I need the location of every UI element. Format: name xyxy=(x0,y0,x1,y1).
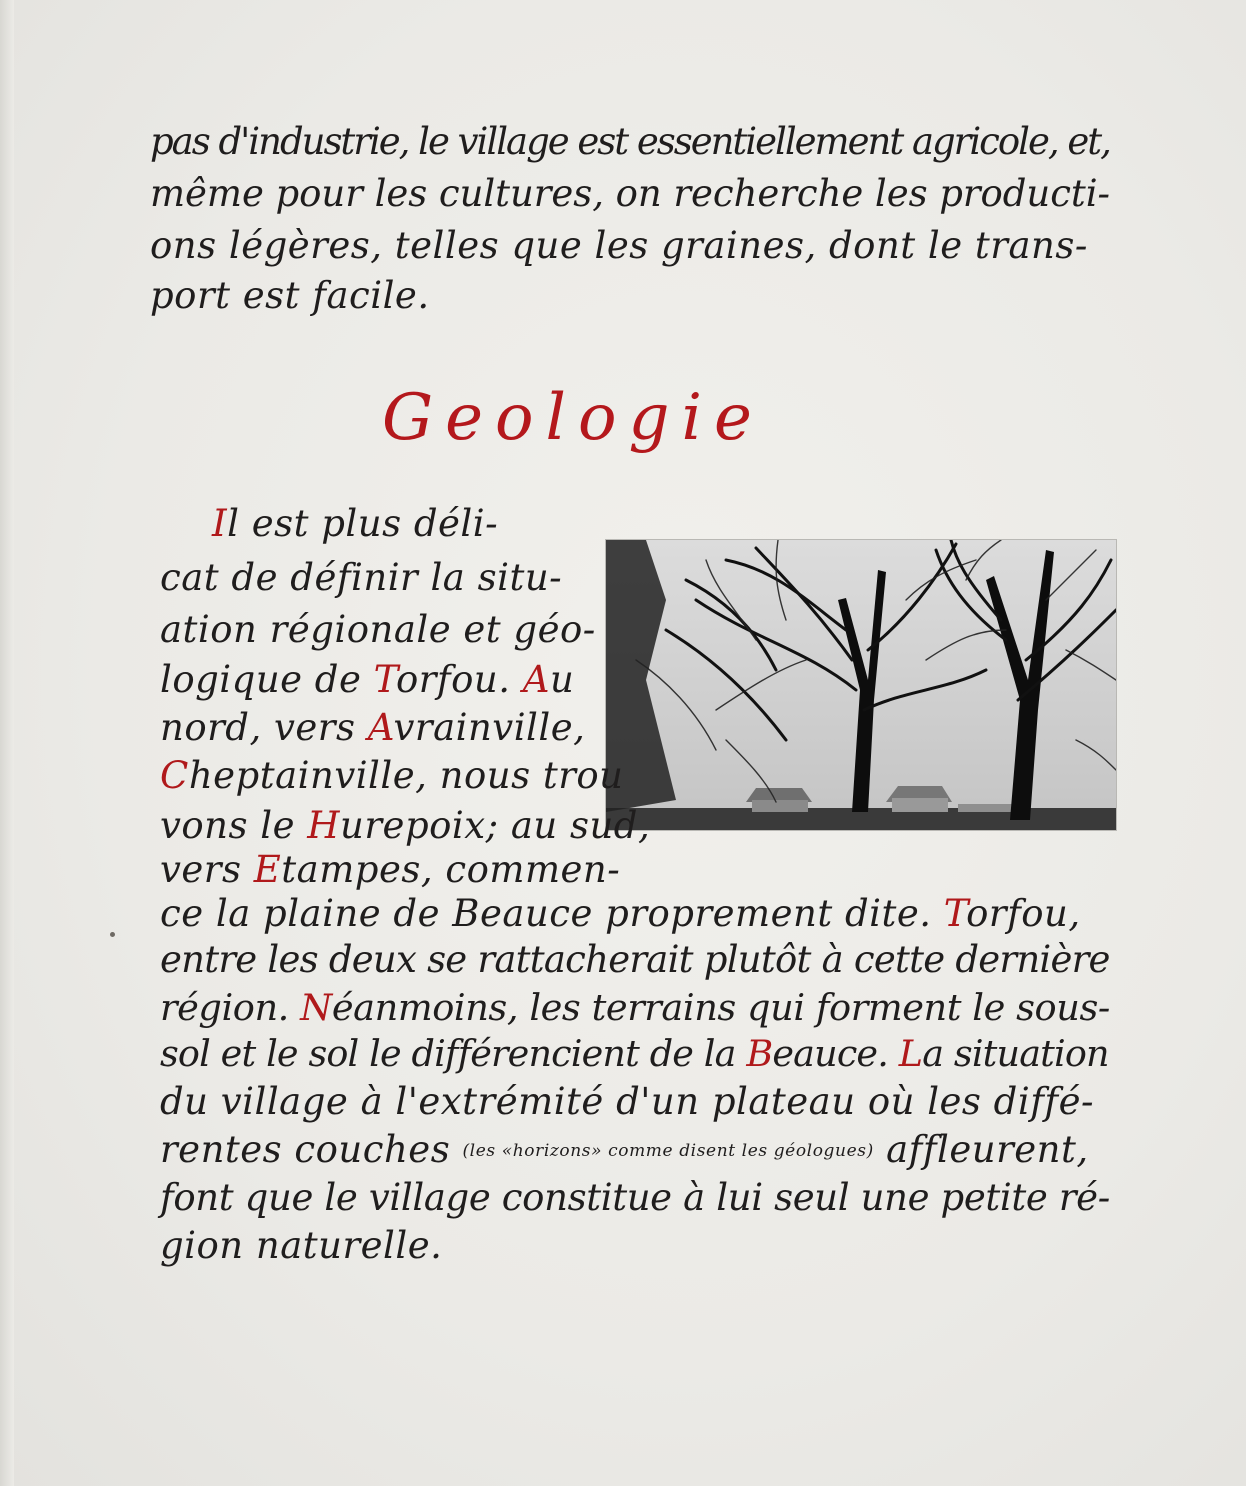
body-line-7 xyxy=(160,802,650,850)
body-line-1 xyxy=(212,500,498,548)
red-initial: H xyxy=(307,804,341,847)
text-run: logique de xyxy=(160,658,374,701)
body-line-3: ation régionale et géo- xyxy=(160,608,596,651)
body-line-9 xyxy=(160,890,1081,938)
ink-speck xyxy=(110,932,115,937)
text-run: rentes couches xyxy=(160,1128,463,1171)
bare-trees-image xyxy=(606,540,1116,830)
text-run: vers xyxy=(160,848,254,891)
text-run: région. xyxy=(160,986,301,1029)
intro-line-1: pas d'industrie, le village est essentiellement agricole, et, xyxy=(150,120,1110,163)
body-line-2: cat de définir la situ- xyxy=(160,556,563,599)
red-initial: C xyxy=(160,754,189,797)
text-run: affleurent, xyxy=(873,1128,1089,1171)
body-line-8 xyxy=(160,846,620,894)
red-initial: T xyxy=(373,658,396,701)
body-line-15: font que le village constitue à lui seul une petite ré- xyxy=(160,1176,1110,1219)
body-line-13: du village à l'extrémité d'un plateau où les diffé- xyxy=(160,1080,1094,1123)
text-run: ce la plaine de Beauce proprement dite. xyxy=(160,892,944,935)
text-run: orfou. xyxy=(395,658,523,701)
body-line-10: entre les deux se rattacherait plutôt à cette dernière xyxy=(160,938,1110,981)
red-initial: B xyxy=(746,1032,773,1075)
trees-photograph xyxy=(606,540,1116,830)
red-initial: A xyxy=(522,658,550,701)
text-run: nord, vers xyxy=(160,706,368,749)
body-line-11 xyxy=(160,984,1110,1032)
text-run: vrainville, xyxy=(393,706,586,749)
text-run: urepoix; au sud, xyxy=(340,804,651,847)
intro-line-2: même pour les cultures, on recherche les producti- xyxy=(150,172,1110,215)
red-initial: A xyxy=(367,706,394,749)
text-run: l est plus déli- xyxy=(227,502,499,545)
red-initial: T xyxy=(943,892,967,935)
body-line-14 xyxy=(160,1126,1089,1175)
parenthetical-note: (les «horizons» comme disent les géologues) xyxy=(462,1141,874,1161)
red-initial: N xyxy=(300,986,332,1029)
text-run: heptainville, nous trou xyxy=(188,754,624,797)
intro-line-3: ons légères, telles que les graines, dont le trans- xyxy=(150,224,1088,267)
text-run: éanmoins, les terrains qui forment le sous- xyxy=(331,986,1110,1029)
text-run: a situation xyxy=(922,1032,1109,1075)
body-line-5 xyxy=(160,704,585,752)
body-line-16: gion naturelle. xyxy=(160,1224,443,1267)
section-title: Geologie xyxy=(382,381,764,455)
text-run: eauce. xyxy=(772,1032,899,1075)
body-line-4 xyxy=(160,656,574,704)
body-line-6 xyxy=(160,752,623,800)
text-run: tampes, commen- xyxy=(281,848,621,891)
text-run: sol et le sol le différencient de la xyxy=(160,1032,747,1075)
red-initial: L xyxy=(898,1032,923,1075)
intro-line-4: port est facile. xyxy=(150,274,430,317)
red-initial: E xyxy=(253,848,282,891)
red-initial: I xyxy=(212,502,228,545)
text-run: vons le xyxy=(160,804,308,847)
page-binding-edge xyxy=(0,0,14,1486)
text-run: u xyxy=(550,658,575,701)
body-line-12 xyxy=(160,1030,1109,1078)
text-run: orfou, xyxy=(966,892,1081,935)
